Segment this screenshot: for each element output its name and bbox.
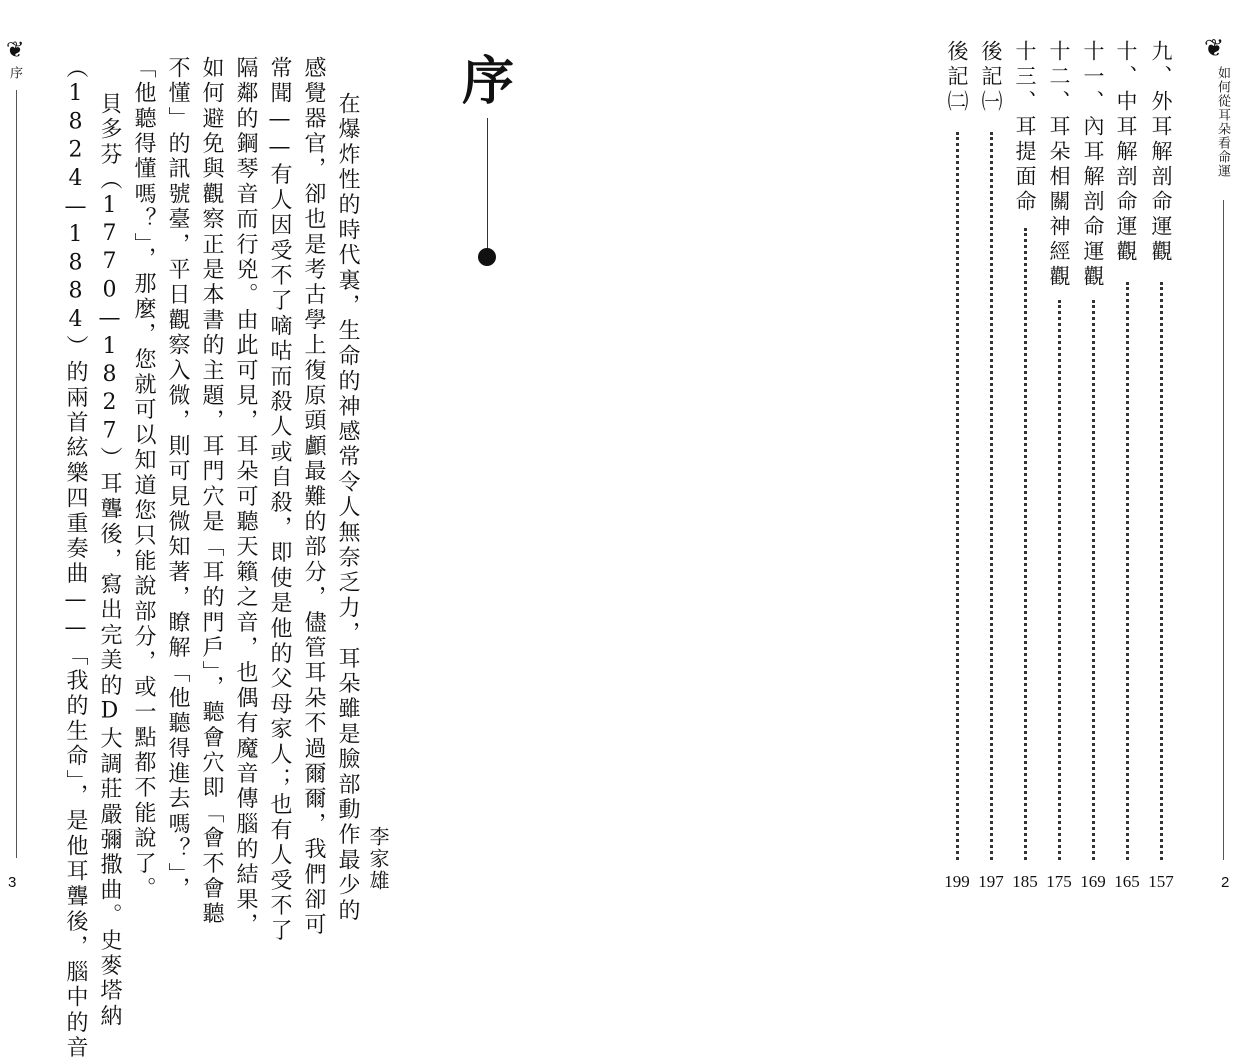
left-running-header: 序 [7, 66, 22, 79]
toc-entry-page: 157 [1148, 872, 1174, 891]
preface-column-8: 貝多芬（1770—1827）耳聾後，寫出完美的D大調莊嚴彌撒曲。史麥塔納 [97, 92, 122, 1030]
preface-column-9: （1824—1884）的兩首絃樂四重奏曲——「我的生命」，是他耳聾後，腦中的音 [63, 56, 88, 1061]
preface-column-7: 「他聽得懂嗎？」，那麼，您就可以知道您只能說部分，或一點都不能說了。 [131, 56, 156, 902]
toc-leader [1092, 300, 1099, 860]
toc-entry-page: 165 [1114, 872, 1140, 891]
toc-leader [990, 132, 997, 860]
preface-column-5: 如何避免與觀察正是本書的主題，耳門穴是「耳的門戶」，聽會穴即「會不會聽 [199, 56, 224, 927]
preface-heading: 序 [462, 51, 515, 112]
toc-entry-title: 後記㈠ [979, 40, 1003, 115]
heading-rule [487, 118, 488, 252]
left-ornament-icon: ❦ [6, 38, 25, 63]
preface-author: 李家雄 [366, 826, 390, 892]
left-page-number: 3 [8, 874, 17, 891]
toc-leader [1024, 228, 1031, 860]
toc-entry-page: 197 [978, 872, 1004, 891]
preface-column-2: 感覺器官，卻也是考古學上復原頭顱最難的部分，儘管耳朵不過爾爾，我們卻可 [301, 56, 326, 938]
toc-entry-page: 185 [1012, 872, 1038, 891]
preface-column-1: 在爆炸性的時代裏，生命的神感常令人無奈乏力，耳朵雖是臉部動作最少的 [335, 92, 360, 924]
toc-entry-title: 九、外耳解剖命運觀 [1149, 40, 1173, 265]
right-margin-rule [1223, 200, 1224, 860]
preface-column-6: 不懂」的訊號臺，平日觀察入微，則可見微知著，瞭解「他聽得進去嗎？」， [165, 56, 190, 902]
toc-entry-page: 169 [1080, 872, 1106, 891]
toc-entry-title: 十一、內耳解剖命運觀 [1081, 40, 1105, 290]
toc-entry-title: 後記㈡ [945, 40, 969, 115]
right-page-number: 2 [1221, 874, 1230, 891]
toc-entry-title: 十二、耳朵相關神經觀 [1047, 40, 1071, 290]
toc-entry-page: 199 [944, 872, 970, 891]
heading-dot-icon [478, 248, 496, 266]
preface-column-3: 常聞——有人因受不了嘀咕而殺人或自殺，即使是他的父母家人；也有人受不了 [267, 56, 292, 944]
toc-leader [956, 132, 963, 860]
right-running-header: 如何從耳朵看命運 [1215, 66, 1230, 178]
left-margin-rule [16, 90, 17, 858]
preface-column-4: 隔鄰的鋼琴音而行兇。由此可見，耳朵可聽天籟之音，也偶有魔音傳腦的結果， [233, 56, 258, 938]
toc-leader [1058, 300, 1065, 860]
toc-leader [1160, 282, 1167, 860]
toc-entry-page: 175 [1046, 872, 1072, 891]
toc-leader [1126, 282, 1133, 860]
right-ornament-icon: ❦ [1204, 34, 1225, 62]
toc-entry-title: 十三、耳提面命 [1013, 40, 1037, 215]
toc-entry-title: 十、中耳解剖命運觀 [1114, 40, 1138, 265]
